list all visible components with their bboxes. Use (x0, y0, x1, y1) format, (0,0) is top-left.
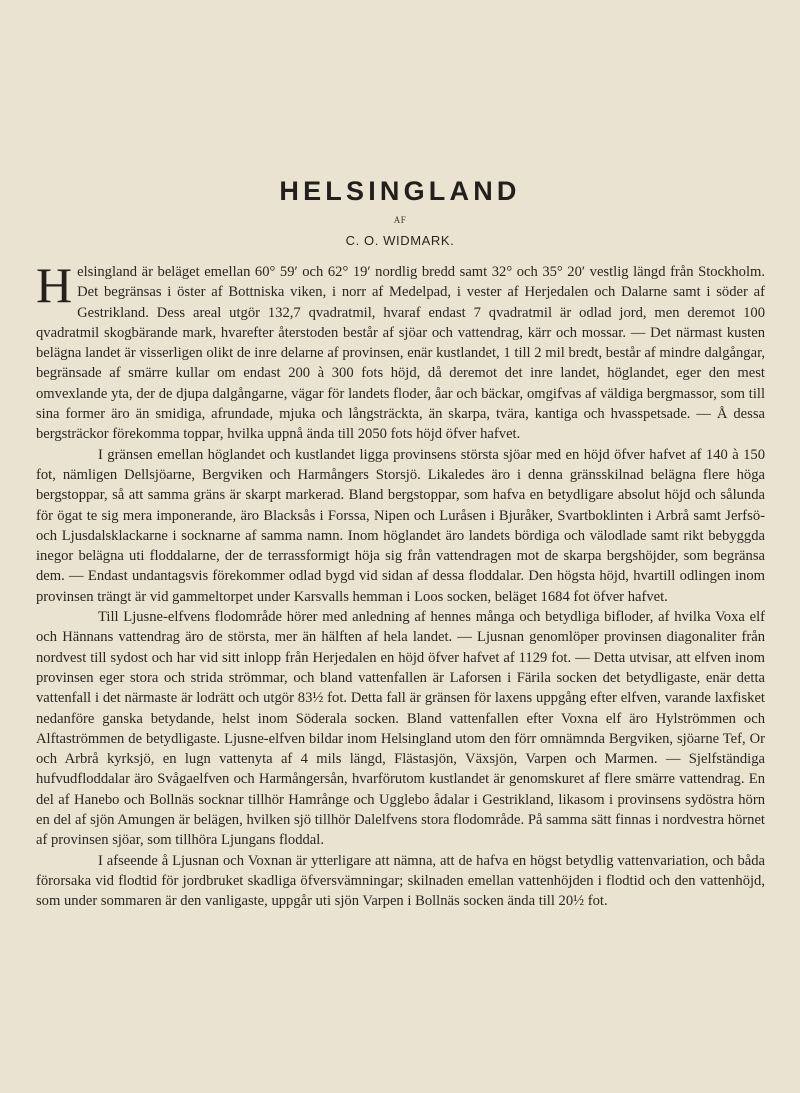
author-name: C. O. WIDMARK. (345, 233, 455, 248)
paragraph-3: Till Ljusne-elfvens flodområde hörer med anledning af hennes många och betydliga bifloder, af hvilka Voxa elf och Hännans vattendrag äro de största, mer än hälften af hela landet. — Ljusnan genomlöper provinsen diagonaliter från nordvest till sydost och har vid sitt inlopp från Herjedalen en höjd öfver hafvet af 1129 fot. — Detta utvisar, att elfven inom provinsen eger stora och strida strömmar, och bland vattenfallen är Laforsen i Färila socken det betydligaste, enär detta vattenfall i det närmaste är lodrätt och utgör 83½ fot. Detta fall är gränsen för laxens uppgång efter elfven, varande laxfisket nedanföre ganska betydande, helst inom Söderala socken. Bland vattenfallen efter Voxna elf äro Hylströmmen och Alftaströmmen de betydligaste. Ljusne-elfven bildar inom Helsingland utom den förr omnämnda Bergviken, sjöarne Tef, Or och Arbrå kyrksjö, en lugn vattenyta af 4 mils längd, Flästasjön, Växsjön, Varpen och Marmen. — Sjelfständiga hufvudfloddalar äro Svågaelfven och Harmångersån, hvarförutom kustlandet är genomskuret af flere smärre vattendrag. En del af Hanebo och Bollnäs socknar tillhör Hamrånge och Ugglebo ådalar i Gestrikland, likasom i provinsens sydöstra hörn en del af sjön Amungen är belägen, hvilken sjö tillhör Dalelfvens stora flodområde. På samma sätt finnas i nordvestra hörnet af provinsen sjöar, som tillhöra Ljungans floddal. (36, 609, 765, 849)
paragraph-1-text: elsingland är beläget emellan 60° 59′ och 62° 19′ nordlig bredd samt 32° och 35° 20′ vestlig längd från Stockholm. Det begränsas i öster af Bottniska viken, i norr af Medelpad, i vester af Herjedalen och Dalarne samt i söder af Gestrikland. Dess areal utgör 132,7 qvadratmil, hvaraf endast 7 qvadratmil är odlad jord, men deremot 100 qvadratmil skogbärande mark, hvarefter återstoden består af sjöar och vattendrag, kärr och mossar. — Det närmast kusten belägna landet är visserligen olikt de inre delarne af provinsen, enär kustlandet, 1 till 2 mil bredt, består af mindre dalgångar, begränsade af smärre kullar om endast 200 à 300 fots höjd, då deremot det inre landet, höglandet, eger den mest omvexlande yta, der de djupa dalgångarne, vägar för landets floder, åar och bäckar, omgifvas af väldiga bergmassor, som till sina former äro än smidiga, afrundade, mjuka och långsträckta, än skarpa, tvära, kantiga och hvasspetsade. — Å dessa bergsträckor förekomma toppar, hvilka uppnå ända till 2050 fots höjd öfver hafvet. (36, 264, 765, 443)
paragraph-1 (36, 257, 765, 445)
paragraph-2: I gränsen emellan höglandet och kustlandet ligga provinsens största sjöar med en höjd öfver hafvet af 140 à 150 fot, nämligen Dellsjöarne, Bergviken och Harmångers Storsjö. Likaledes äro i denna gränsskilnad belägna flere höga bergstoppar, så att samma gräns är skarpt markerad. Bland bergstoppar, som hafva en betydligare absolut höjd och sålunda för ögat te sig mera imponerande, äro Blacksås i Forssa, Nipen och Luråsen i Bjuråker, Svartboklinten i Arbrå samt Jerfsö- och Ljusdalsklackarne i socknarne af samma namn. Inom höglandet äro landets bördiga och välodlade samt rikt bebyggda inegor belägna uti floddalarne, der de terrassformigt höja sig från vattendragen mot de skarpa bergshöjder, som begränsa dem. — Endast undantagsvis förekommer odlad bygd vid sidan af dessa floddalar. Den högsta höjd, hvartill odlingen inom provinsen trängt är vid gammeltorpet under Karsvalls hemman i Loos socken, beläget 1684 fot öfver hafvet. (36, 446, 765, 605)
drop-cap: H (36, 257, 73, 313)
byline-af: AF (393, 215, 407, 225)
page-title: HELSINGLAND (279, 176, 521, 206)
paragraph-4: I afseende å Ljusnan och Voxnan är ytterligare att nämna, att de hafva en högst betydlig vattenvariation, och båda förorsaka vid flodtid för jordbruket skadliga öfversvämningar; skilnaden emellan vattenhöjden i flodtid och den vattenhöjd, som under sommaren är den vanligaste, uppgår uti sjön Varpen i Bollnäs socken ända till 20½ fot. (36, 852, 765, 910)
article-body (36, 257, 765, 912)
